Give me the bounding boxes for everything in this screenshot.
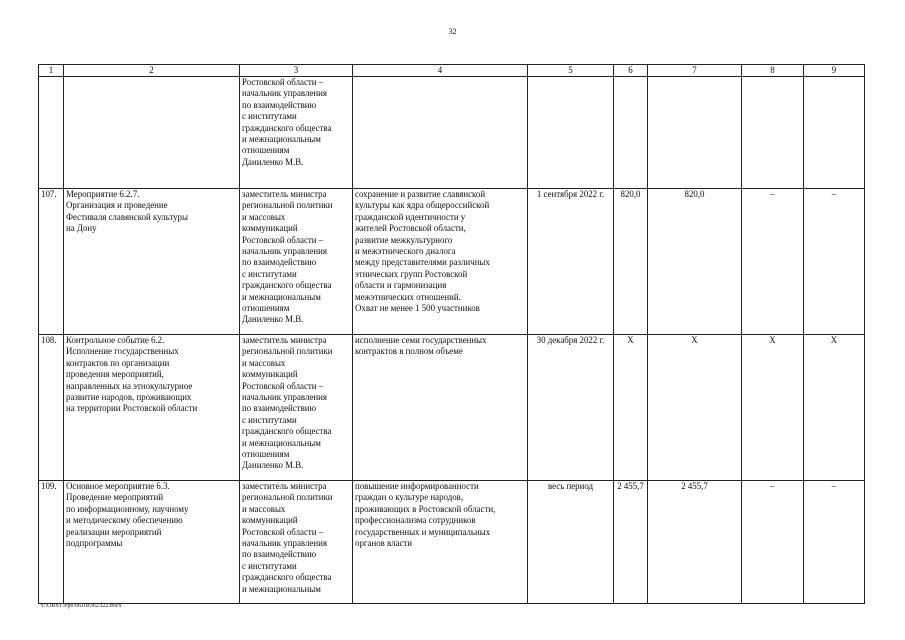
col-9-value: – [804,481,865,604]
row-number: 107. [39,189,64,335]
table-row [39,77,865,189]
due-date: 30 декабря 2022 г. [528,335,614,481]
responsible-executor: Ростовской области – начальник управления по взаимодействию с институтами гражданского общества и межнациональным отношениям Даниленко М.В. [240,77,353,189]
col-6-value: 820,0 [614,189,648,335]
col-9-value: X [804,335,865,481]
col-8-value: – [742,189,804,335]
header-row [39,65,865,77]
col-8-value: – [742,481,804,604]
table-row [39,481,865,604]
header-col-5: 5 [528,65,614,77]
col-8-value: X [742,335,804,481]
header-col-4: 4 [353,65,528,77]
header-col-6: 6 [614,65,648,77]
col-7-value: 820,0 [648,189,742,335]
col-7-value: 2 455,7 [648,481,742,604]
row-number: 108. [39,335,64,481]
activity-name [64,77,240,189]
responsible-executor: заместитель министра региональной политики и массовых коммуникаций Ростовской области – начальник управления по взаимодействию с институтами гражданского общества и межнациональным отношениям Даниленко М.В. [240,335,353,481]
expected-result [353,77,528,189]
activity-name: Мероприятие 6.2.7. Организация и проведение Фестиваля славянской культуры на Дону [64,189,240,335]
page-number: 32 [448,27,457,36]
col-8-value [742,77,804,189]
expected-result: исполнение семи государственных контрактов в полном объеме [353,335,528,481]
col-9-value [804,77,865,189]
expected-result: сохранение и развитие славянской культуры как ядра общероссийской гражданской идентичности у жителей Ростовской области, развитие межкультурного и межэтнического диалога между представителями различных этнических групп Ростовской области и гармонизация межэтнических отношений. Охват не менее 1 500 участников [353,189,528,335]
row-number: 109. [39,481,64,604]
activities-table [38,64,865,604]
responsible-executor: заместитель министра региональной политики и массовых коммуникаций Ростовской области – начальник управления по взаимодействию с институтами гражданского общества и межнациональным отношениям Даниленко М.В. [240,189,353,335]
responsible-executor: заместитель министра региональной политики и массовых коммуникаций Ростовской области – начальник управления по взаимодействию с институтами гражданского общества и межнациональным [240,481,353,604]
due-date: весь период [528,481,614,604]
header-col-2: 2 [64,65,240,77]
due-date [528,77,614,189]
activity-name: Основное мероприятие 6.3. Проведение мероприятий по информационному, научному и методическому обеспечению реализации мероприятий подпрограммы [64,481,240,604]
header-col-3: 3 [240,65,353,77]
col-7-value [648,77,742,189]
table-row [39,335,865,481]
col-7-value: X [648,335,742,481]
col-6-value: X [614,335,648,481]
file-path-footer: Y:\ORST\Ppo\0610z362.f22.docx [40,603,122,609]
expected-result: повышение информированности граждан о культуре народов, проживающих в Ростовской области, профессионализма сотрудников государственных и муниципальных органов власти [353,481,528,604]
col-6-value: 2 455,7 [614,481,648,604]
due-date: 1 сентября 2022 г. [528,189,614,335]
col-9-value: – [804,189,865,335]
table-row [39,189,865,335]
activity-name: Контрольное событие 6.2. Исполнение государственных контрактов по организации проведения мероприятий, направленных на этнокультурное развитие народов, проживающих на территории Ростовской области [64,335,240,481]
col-6-value [614,77,648,189]
header-col-7: 7 [648,65,742,77]
header-col-9: 9 [804,65,865,77]
row-number [39,77,64,189]
header-col-1: 1 [39,65,64,77]
header-col-8: 8 [742,65,804,77]
